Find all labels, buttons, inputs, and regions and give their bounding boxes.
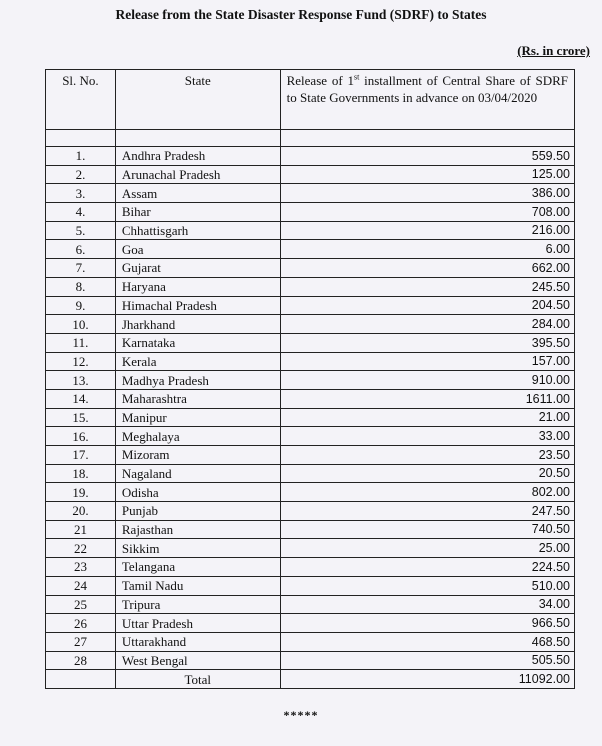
amount-cell: 34.00 [280, 595, 574, 614]
sl-no-cell: 6. [46, 240, 116, 259]
state-cell: Goa [115, 240, 280, 259]
state-cell: Uttar Pradesh [115, 614, 280, 633]
table-row [46, 520, 575, 539]
amount-cell: 204.50 [280, 296, 574, 315]
state-cell: Telangana [115, 558, 280, 577]
sl-no-cell: 2. [46, 165, 116, 184]
page-title: Release from the State Disaster Response Fund (SDRF) to States [115, 7, 487, 22]
amount-cell: 21.00 [280, 408, 574, 427]
amount-cell: 1611.00 [280, 389, 574, 408]
sl-no-cell: 24 [46, 576, 116, 595]
amount-cell: 510.00 [280, 576, 574, 595]
header-sl-no: Sl. No. [46, 70, 116, 130]
blank-cell [280, 130, 574, 147]
amount-cell: 157.00 [280, 352, 574, 371]
amount-cell: 125.00 [280, 165, 574, 184]
sl-no-cell: 26 [46, 614, 116, 633]
state-cell: Himachal Pradesh [115, 296, 280, 315]
amount-cell: 23.50 [280, 446, 574, 465]
state-cell: Karnataka [115, 333, 280, 352]
sl-no-cell: 16. [46, 427, 116, 446]
blank-cell [46, 130, 116, 147]
table-row [46, 259, 575, 278]
sl-no-cell: 19. [46, 483, 116, 502]
amount-cell: 966.50 [280, 614, 574, 633]
header-release-sup: st [353, 72, 360, 82]
state-cell: West Bengal [115, 651, 280, 670]
state-cell: Punjab [115, 502, 280, 521]
amount-cell: 20.50 [280, 464, 574, 483]
state-cell: Mizoram [115, 446, 280, 465]
table-row [46, 221, 575, 240]
blank-row [46, 130, 575, 147]
sl-no-cell: 27 [46, 632, 116, 651]
amount-cell: 910.00 [280, 371, 574, 390]
table-row [46, 446, 575, 465]
amount-cell: 395.50 [280, 333, 574, 352]
total-amount: 11092.00 [280, 670, 574, 689]
table-row [46, 352, 575, 371]
table-row [46, 558, 575, 577]
sdrf-release-table [45, 69, 575, 689]
state-cell: Manipur [115, 408, 280, 427]
state-cell: Tripura [115, 595, 280, 614]
table-row [46, 203, 575, 222]
amount-cell: 6.00 [280, 240, 574, 259]
table-body [46, 147, 575, 670]
table-row [46, 614, 575, 633]
table-row [46, 427, 575, 446]
table-row [46, 651, 575, 670]
sl-no-cell: 4. [46, 203, 116, 222]
amount-cell: 247.50 [280, 502, 574, 521]
state-cell: Bihar [115, 203, 280, 222]
sl-no-cell: 5. [46, 221, 116, 240]
sl-no-cell: 1. [46, 147, 116, 166]
amount-cell: 284.00 [280, 315, 574, 334]
total-sl-cell [46, 670, 116, 689]
unit-label: (Rs. in crore) [517, 43, 590, 58]
table-row [46, 632, 575, 651]
amount-cell: 25.00 [280, 539, 574, 558]
table-row [46, 240, 575, 259]
total-row [46, 670, 575, 689]
header-release-post: installment of Central Share of SDRF to State Governments in advance on 03/04/2020 [286, 73, 568, 105]
table-row [46, 539, 575, 558]
sl-no-cell: 28 [46, 651, 116, 670]
sl-no-cell: 20. [46, 502, 116, 521]
sl-no-cell: 13. [46, 371, 116, 390]
sl-no-cell: 9. [46, 296, 116, 315]
state-cell: Andhra Pradesh [115, 147, 280, 166]
table-row [46, 408, 575, 427]
amount-cell: 505.50 [280, 651, 574, 670]
header-release-pre: Release of 1 [286, 73, 354, 88]
table-row [46, 165, 575, 184]
header-release [280, 70, 574, 130]
sl-no-cell: 10. [46, 315, 116, 334]
state-cell: Kerala [115, 352, 280, 371]
sl-no-cell: 3. [46, 184, 116, 203]
state-cell: Odisha [115, 483, 280, 502]
table-row [46, 333, 575, 352]
amount-cell: 224.50 [280, 558, 574, 577]
state-cell: Gujarat [115, 259, 280, 278]
blank-cell [115, 130, 280, 147]
sl-no-cell: 14. [46, 389, 116, 408]
state-cell: Nagaland [115, 464, 280, 483]
end-marker: ***** [283, 708, 319, 722]
sl-no-cell: 23 [46, 558, 116, 577]
sl-no-cell: 18. [46, 464, 116, 483]
state-cell: Uttarakhand [115, 632, 280, 651]
table-header-row [46, 70, 575, 130]
header-state: State [115, 70, 280, 130]
table-row [46, 184, 575, 203]
state-cell: Meghalaya [115, 427, 280, 446]
amount-cell: 245.50 [280, 277, 574, 296]
table-row [46, 389, 575, 408]
table-row [46, 576, 575, 595]
table-row [46, 371, 575, 390]
amount-cell: 708.00 [280, 203, 574, 222]
state-cell: Arunachal Pradesh [115, 165, 280, 184]
state-cell: Maharashtra [115, 389, 280, 408]
total-label: Total [115, 670, 280, 689]
state-cell: Tamil Nadu [115, 576, 280, 595]
table-row [46, 502, 575, 521]
sl-no-cell: 25 [46, 595, 116, 614]
state-cell: Jharkhand [115, 315, 280, 334]
sl-no-cell: 7. [46, 259, 116, 278]
table-row [46, 277, 575, 296]
amount-cell: 802.00 [280, 483, 574, 502]
amount-cell: 468.50 [280, 632, 574, 651]
sl-no-cell: 8. [46, 277, 116, 296]
state-cell: Madhya Pradesh [115, 371, 280, 390]
sl-no-cell: 22 [46, 539, 116, 558]
sl-no-cell: 21 [46, 520, 116, 539]
table-row [46, 483, 575, 502]
table-row [46, 464, 575, 483]
sl-no-cell: 17. [46, 446, 116, 465]
table-row [46, 315, 575, 334]
table-row [46, 296, 575, 315]
sl-no-cell: 15. [46, 408, 116, 427]
sl-no-cell: 11. [46, 333, 116, 352]
state-cell: Rajasthan [115, 520, 280, 539]
amount-cell: 559.50 [280, 147, 574, 166]
amount-cell: 740.50 [280, 520, 574, 539]
amount-cell: 386.00 [280, 184, 574, 203]
table-row [46, 595, 575, 614]
amount-cell: 216.00 [280, 221, 574, 240]
state-cell: Haryana [115, 277, 280, 296]
amount-cell: 662.00 [280, 259, 574, 278]
state-cell: Chhattisgarh [115, 221, 280, 240]
state-cell: Sikkim [115, 539, 280, 558]
amount-cell: 33.00 [280, 427, 574, 446]
sl-no-cell: 12. [46, 352, 116, 371]
table-row [46, 147, 575, 166]
state-cell: Assam [115, 184, 280, 203]
